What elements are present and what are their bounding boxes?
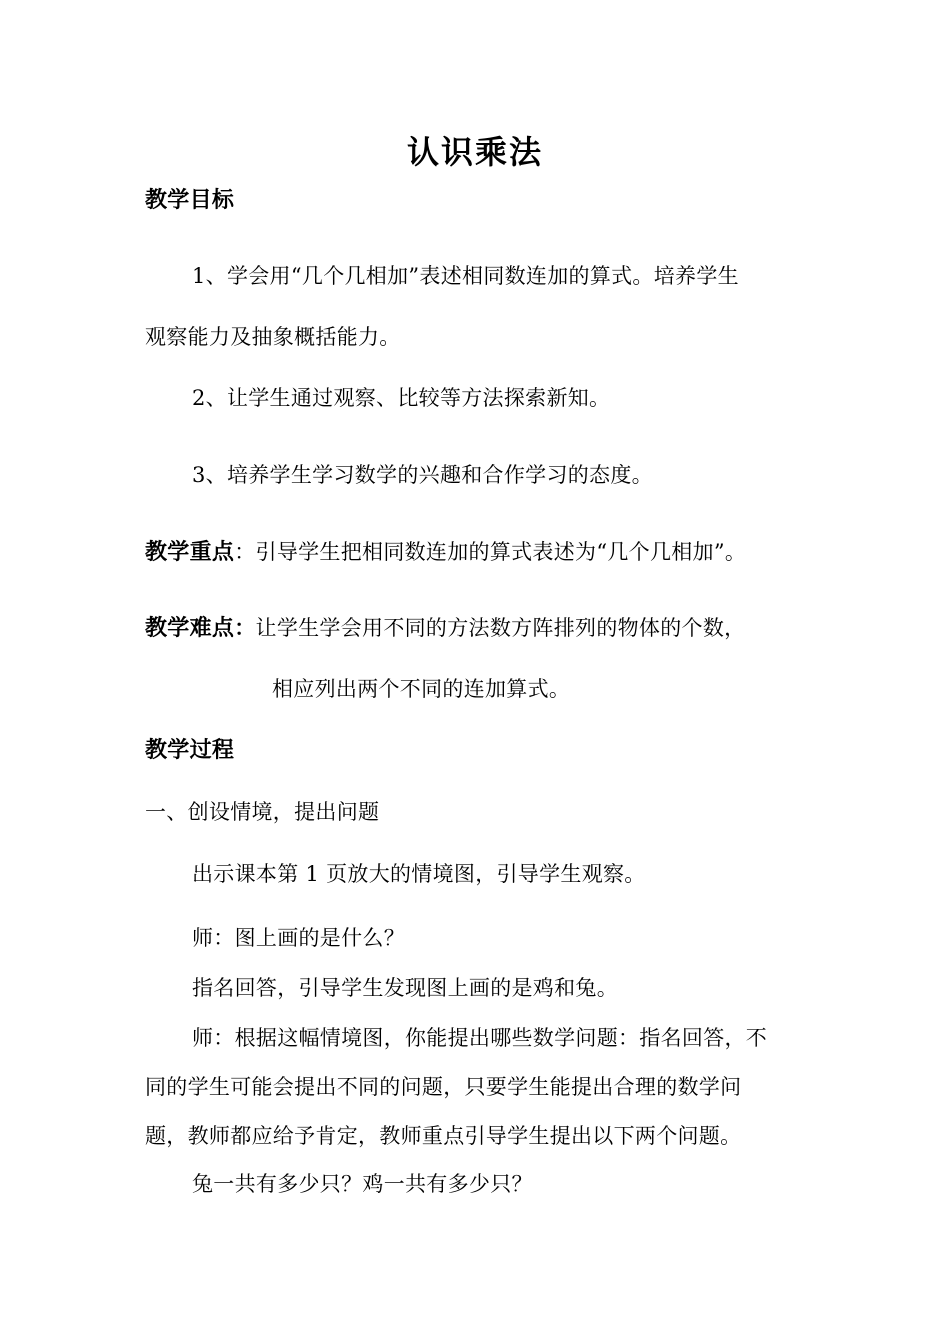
objective-item-1-line-1: 1、学会用“几个几相加”表述相同数连加的算式。培养学生 (192, 264, 739, 288)
difficult-point-colon: ： (234, 615, 256, 640)
difficult-point-paragraph (145, 614, 745, 642)
process-paragraph-4-line-3: 题，教师都应给予肯定，教师重点引导学生提出以下两个问题。 (145, 1124, 742, 1148)
process-paragraph-4-line-1: 师：根据这幅情境图，你能提出哪些数学问题：指名回答，不 (192, 1026, 768, 1050)
key-point-label: 教学重点 (145, 539, 235, 565)
objective-item-1-line-2: 观察能力及抽象概括能力。 (145, 325, 401, 349)
key-point-colon: ： (234, 540, 256, 564)
objective-item-3: 3、培养学生学习数学的兴趣和合作学习的态度。 (192, 463, 653, 487)
section-1-title: 一、创设情境，提出问题 (145, 800, 380, 824)
difficult-point-text-line-2: 相应列出两个不同的连加算式。 (272, 677, 571, 701)
process-paragraph-5: 兔一共有多少只？鸡一共有多少只？ (192, 1172, 533, 1196)
document-title: 认识乘法 (406, 133, 543, 171)
process-paragraph-1: 出示课本第 1 页放大的情境图，引导学生观察。 (192, 862, 646, 886)
objective-item-2: 2、让学生通过观察、比较等方法探索新知。 (192, 386, 611, 410)
process-paragraph-2: 师：图上画的是什么？ (192, 926, 405, 950)
objectives-heading: 教学目标 (145, 187, 235, 213)
key-point-text: 引导学生把相同数连加的算式表述为“几个几相加”。 (255, 540, 747, 564)
difficult-point-text-line-1: 让学生学会用不同的方法数方阵排列的物体的个数， (255, 616, 746, 640)
process-heading: 教学过程 (145, 737, 235, 763)
difficult-point-label: 教学难点 (145, 615, 235, 641)
key-point-paragraph (145, 538, 746, 566)
process-paragraph-3: 指名回答，引导学生发现图上画的是鸡和兔。 (192, 976, 618, 1000)
process-paragraph-4-line-2: 同的学生可能会提出不同的问题，只要学生能提出合理的数学问 (145, 1075, 742, 1099)
